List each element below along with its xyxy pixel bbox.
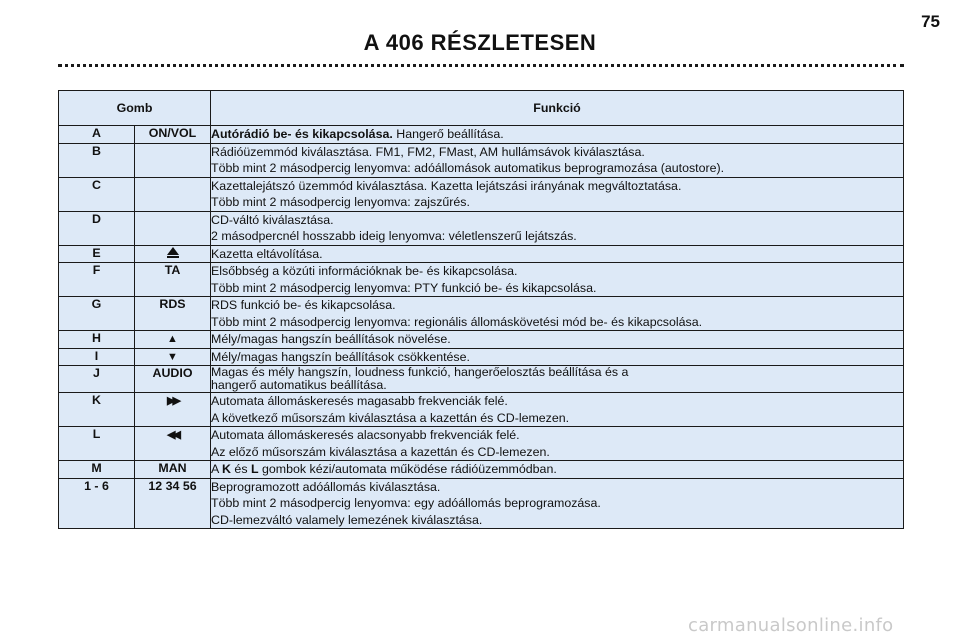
table-row: [59, 478, 904, 529]
row-function: [211, 393, 904, 427]
table-row: [59, 366, 904, 393]
row-letter: G: [59, 297, 135, 331]
row-key: [135, 245, 211, 263]
function-text: gombok kézi/automata működése rádióüzemmódban.: [258, 462, 557, 476]
row-key: AUDIO: [135, 366, 211, 393]
function-line: Automata állomáskeresés alacsonyabb frekvenciák felé.: [211, 428, 520, 442]
row-letter: D: [59, 211, 135, 245]
row-letter: B: [59, 143, 135, 177]
row-function: [211, 126, 904, 144]
table-row: [59, 427, 904, 461]
row-function: [211, 427, 904, 461]
function-line: Az előző műsorszám kiválasztása a kazettán és CD-lemezen.: [211, 444, 550, 459]
row-key: [135, 427, 211, 461]
row-key: [135, 348, 211, 366]
row-function: [211, 461, 904, 479]
button-function-table: [58, 90, 904, 529]
watermark: carmanualsonline.info: [688, 615, 894, 636]
function-line: Több mint 2 másodpercig lenyomva: adóállomások automatikus beprogramozása (autostore).: [211, 161, 725, 175]
table-row: [59, 143, 904, 177]
function-line: Beprogramozott adóállomás kiválasztása.: [211, 479, 441, 494]
function-line: Kazetta eltávolítása.: [211, 246, 323, 261]
function-line: CD-lemezváltó valamely lemezének kiválasztása.: [211, 512, 483, 527]
row-letter: L: [59, 427, 135, 461]
page-number: 75: [921, 12, 940, 31]
row-function: [211, 263, 904, 297]
row-function: [211, 366, 904, 393]
table-row: [59, 211, 904, 245]
row-key: 12 34 56: [135, 478, 211, 529]
table-row: [59, 245, 904, 263]
table-header-row: [59, 91, 904, 126]
row-key: [135, 143, 211, 177]
function-text: és: [230, 462, 251, 476]
table-row: [59, 348, 904, 366]
function-bold: Autórádió be- és kikapcsolása.: [211, 127, 393, 141]
table-row: [59, 297, 904, 331]
table-row: [59, 393, 904, 427]
function-line: hangerő automatikus beállítása.: [211, 378, 387, 392]
row-letter: M: [59, 461, 135, 479]
header-key: Gomb: [59, 91, 211, 126]
function-line: RDS funkció be- és kikapcsolása.: [211, 298, 396, 312]
row-key: [135, 331, 211, 349]
function-line: Rádióüzemmód kiválasztása. FM1, FM2, FMast, AM hullámsávok kiválasztása.: [211, 144, 645, 159]
row-key: ON/VOL: [135, 126, 211, 144]
function-line: 2 másodpercnél hosszabb ideig lenyomva: véletlenszerű lejátszás.: [211, 229, 577, 243]
table-row: [59, 263, 904, 297]
row-letter: E: [59, 245, 135, 263]
table-row: [59, 177, 904, 211]
function-line: CD-váltó kiválasztása.: [211, 212, 334, 227]
row-key: [135, 393, 211, 427]
table-row: [59, 126, 904, 144]
triangle-down-icon: ▼: [167, 350, 178, 363]
row-function: [211, 478, 904, 529]
page-title: A 406 RÉSZLETESEN: [363, 30, 597, 55]
row-letter: K: [59, 393, 135, 427]
row-letter: 1 - 6: [59, 478, 135, 529]
row-key: RDS: [135, 297, 211, 331]
row-letter: I: [59, 348, 135, 366]
function-line: A következő műsorszám kiválasztása a kazettán és CD-lemezen.: [211, 410, 570, 425]
function-line: Mély/magas hangszín beállítások csökkentése.: [211, 349, 470, 364]
function-line: Mély/magas hangszín beállítások növelése.: [211, 332, 451, 346]
function-line: Automata állomáskeresés magasabb frekvenciák felé.: [211, 394, 508, 408]
function-bold: K: [222, 462, 231, 476]
row-key: TA: [135, 263, 211, 297]
row-function: [211, 143, 904, 177]
function-text: A: [211, 462, 223, 476]
row-letter: A: [59, 126, 135, 144]
dotted-divider: [58, 64, 904, 67]
function-bold: L: [250, 462, 259, 476]
rewind-icon: ◀◀: [167, 429, 178, 441]
row-function: [211, 211, 904, 245]
row-key: MAN: [135, 461, 211, 479]
table-row: [59, 461, 904, 479]
triangle-up-icon: ▲: [167, 333, 178, 345]
eject-icon: [167, 247, 179, 259]
row-letter: C: [59, 177, 135, 211]
header-function: Funkció: [211, 91, 904, 126]
function-line: Több mint 2 másodpercig lenyomva: regionális állomáskövetési mód be- és kikapcsolása.: [211, 314, 703, 329]
row-letter: J: [59, 366, 135, 393]
row-function: [211, 331, 904, 349]
row-key: [135, 177, 211, 211]
function-text: Hangerő beállítása.: [396, 127, 504, 141]
function-line: Több mint 2 másodpercig lenyomva: egy adóállomás beprogramozása.: [211, 496, 601, 510]
row-key: [135, 211, 211, 245]
function-line: Elsőbbség a közúti információknak be- és kikapcsolása.: [211, 264, 518, 278]
function-line: Több mint 2 másodpercig lenyomva: PTY funkció be- és kikapcsolása.: [211, 280, 597, 295]
fast-forward-icon: ▶▶: [167, 395, 178, 407]
row-letter: H: [59, 331, 135, 349]
row-letter: F: [59, 263, 135, 297]
function-line: Kazettalejátszó üzemmód kiválasztása. Kazetta lejátszási irányának megváltoztatása.: [211, 178, 682, 193]
row-function: [211, 177, 904, 211]
row-function: [211, 245, 904, 263]
row-function: [211, 348, 904, 366]
row-function: [211, 297, 904, 331]
function-line: Több mint 2 másodpercig lenyomva: zajszűrés.: [211, 195, 470, 209]
table-row: [59, 331, 904, 349]
function-line: Magas és mély hangszín, loudness funkció, hangerőelosztás beállítása és a: [211, 365, 629, 379]
